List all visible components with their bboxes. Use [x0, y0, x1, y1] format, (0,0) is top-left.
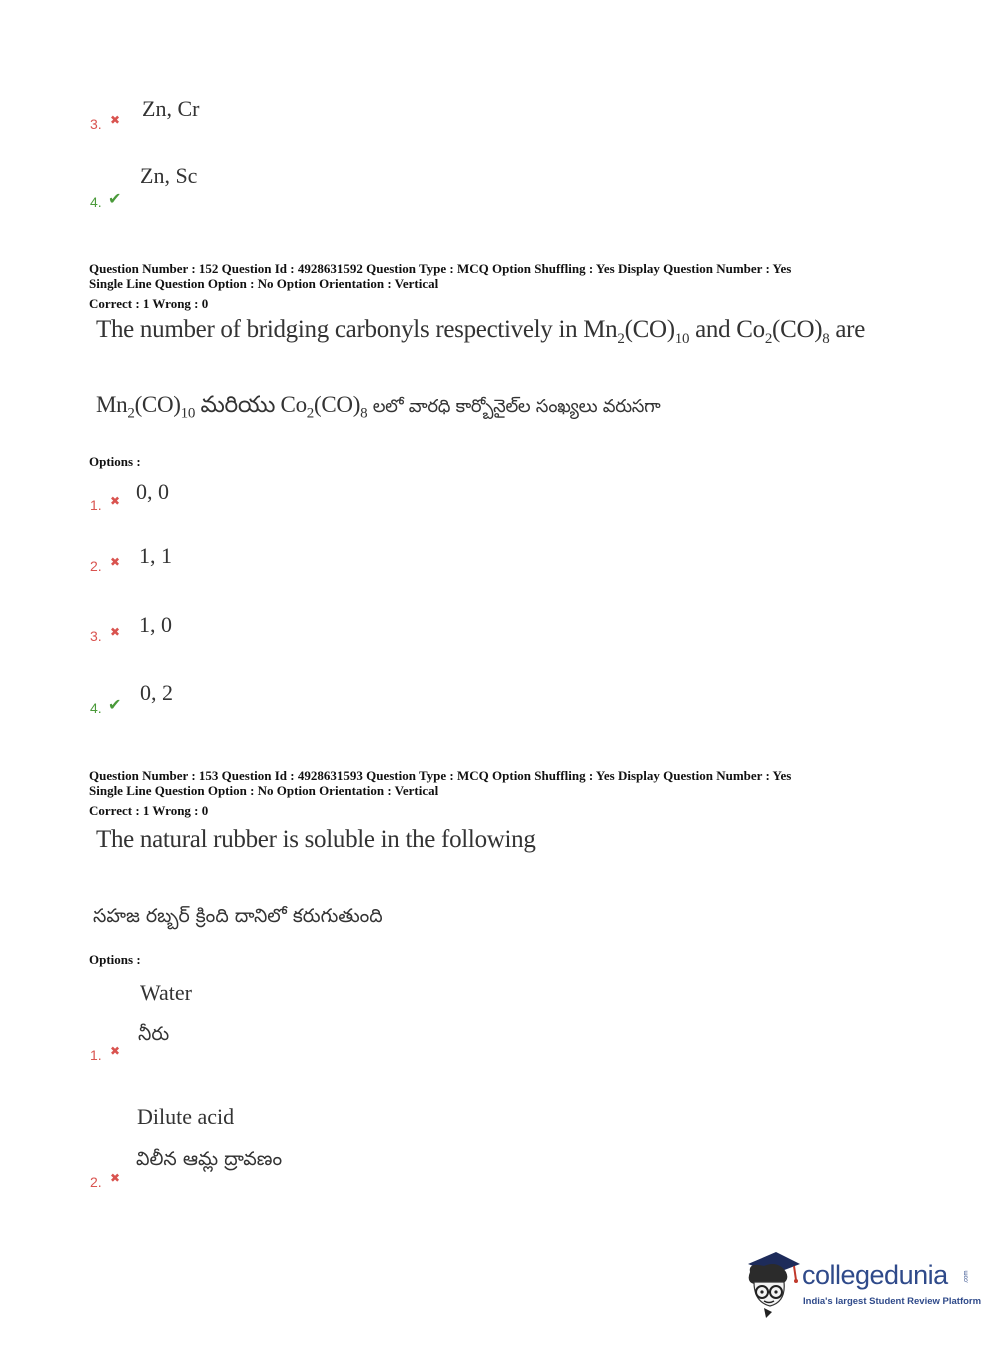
wrong-mark-icon: ✖ [110, 555, 121, 569]
option-text: 0, 0 [136, 479, 169, 504]
option-number: 2. [90, 558, 102, 574]
option-text-en: Dilute acid [137, 1104, 235, 1129]
question-text-en: The natural rubber is soluble in the following [96, 826, 536, 853]
option-text: 0, 2 [140, 680, 173, 705]
wrong-mark-icon: ✖ [110, 494, 121, 508]
logo-tagline: India's largest Student Review Platform [803, 1296, 982, 1307]
option-text: Zn, Cr [142, 96, 200, 121]
option-text: 1, 1 [139, 543, 172, 568]
correct-check-icon: ✔ [108, 695, 122, 714]
question-meta-line2: Single Line Question Option : No Option Orientation : Vertical [89, 276, 439, 291]
question-meta-line2: Single Line Question Option : No Option Orientation : Vertical [89, 783, 439, 798]
wrong-mark-icon: ✖ [110, 625, 121, 639]
wrong-mark-icon: ✖ [110, 1171, 121, 1185]
option-text: Zn, Sc [140, 163, 198, 188]
student-mascot-icon [742, 1250, 804, 1320]
question-meta-line3: Correct : 1 Wrong : 0 [89, 296, 209, 311]
option-number: 4. [90, 700, 102, 716]
option-text-en: Water [140, 980, 192, 1005]
correct-check-icon: ✔ [108, 189, 122, 208]
logo-tld: .com [963, 1270, 970, 1284]
option-text: 1, 0 [139, 612, 172, 637]
wrong-mark-icon: ✖ [110, 113, 121, 127]
options-label: Options : [89, 952, 141, 967]
option-number: 1. [90, 1047, 102, 1063]
option-number: 3. [90, 116, 102, 132]
logo-wordmark: collegedunia [802, 1260, 948, 1290]
wrong-mark-icon: ✖ [110, 1044, 121, 1058]
option-number: 3. [90, 628, 102, 644]
question-text-te: సహజ రబ్బర్ క్రింది దానిలో కరుగుతుంది [93, 905, 383, 927]
option-text-te: విలీన ఆమ్ల ద్రావణం [136, 1148, 283, 1170]
options-label: Options : [89, 454, 141, 469]
option-text-te: నీరు [138, 1023, 170, 1045]
question-text-te: $Mn_2(CO)_{10}$ మరియు $Co_2(CO)_8$ లలో వారధి కార్బోనైల్‌ల సంఖ్యలు వరుసగా [96, 392, 661, 422]
question-meta-line1: Question Number : 153 Question Id : 4928631593 Question Type : MCQ Option Shuffling : Yes Display Question Number : Yes [89, 768, 792, 783]
question-meta-line3: Correct : 1 Wrong : 0 [89, 803, 209, 818]
option-number: 2. [90, 1174, 102, 1190]
question-meta-line1: Question Number : 152 Question Id : 4928631592 Question Type : MCQ Option Shuffling : Yes Display Question Number : Yes [89, 261, 792, 276]
collegedunia-logo [742, 1250, 982, 1320]
question-text-en: The number of bridging carbonyls respectively in $Mn_2(CO)_{10}$ and $Co_2(CO)_8$ are [96, 316, 866, 347]
option-number: 4. [90, 194, 102, 210]
option-number: 1. [90, 497, 102, 513]
